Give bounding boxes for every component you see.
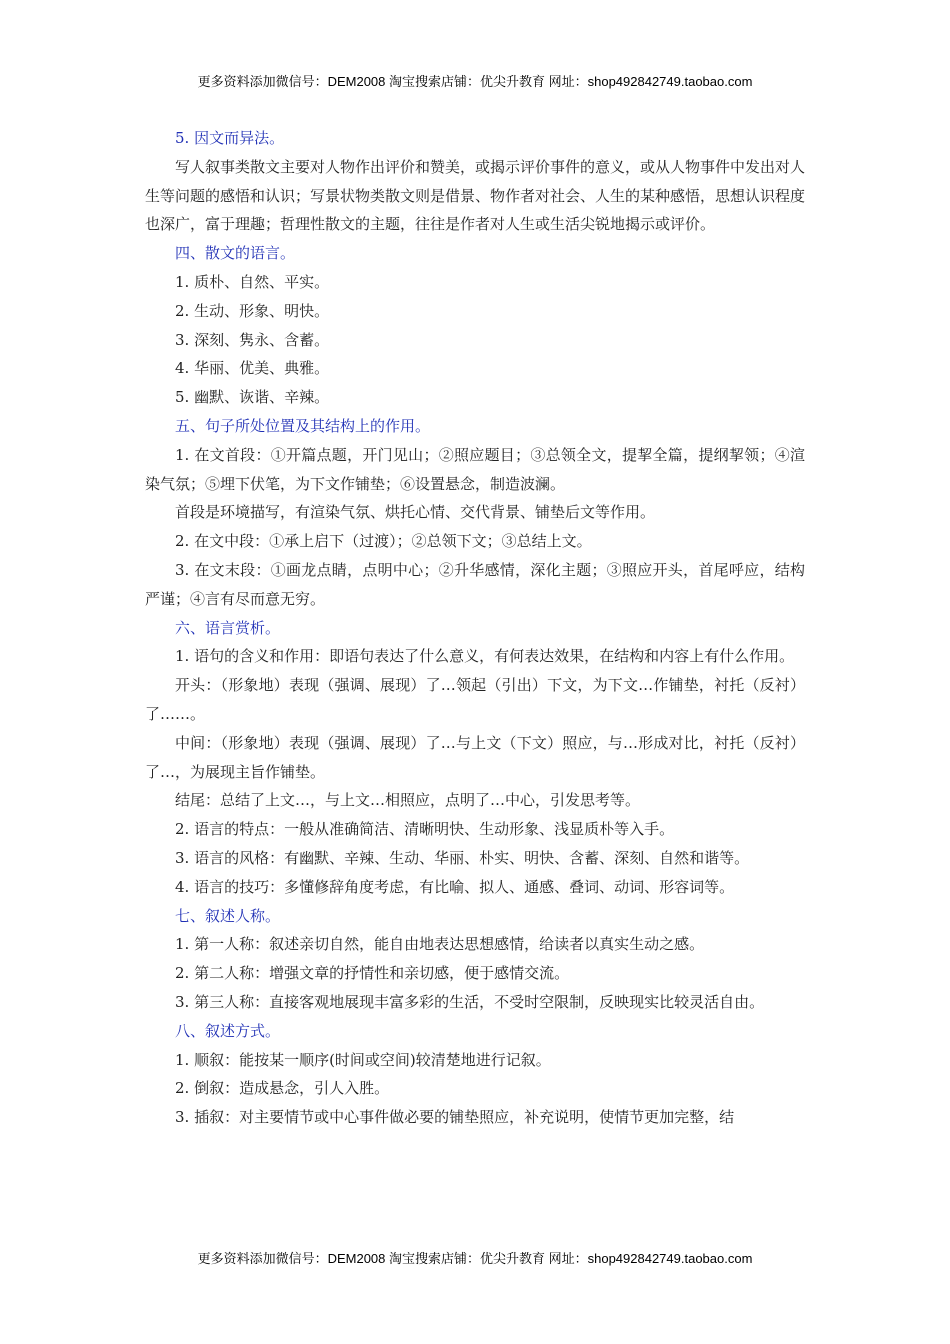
paragraph: 2. 生动、形象、明快。 xyxy=(175,301,330,320)
paragraph: 2. 倒叙：造成悬念，引人入胜。 xyxy=(175,1079,390,1098)
paragraph: 4. 语言的技巧：多懂修辞角度考虑，有比喻、拟人、通感、叠词、动词、形容词等。 xyxy=(175,877,735,896)
paragraph: 3. 深刻、隽永、含蓄。 xyxy=(175,330,330,349)
section-heading: 六、语言赏析。 xyxy=(175,618,281,637)
paragraph: 3. 语言的风格：有幽默、辛辣、生动、华丽、朴实、明快、含蓄、深刻、自然和谐等。 xyxy=(175,848,750,867)
paragraph: 2. 语言的特点：一般从准确简洁、清晰明快、生动形象、浅显质朴等入手。 xyxy=(175,820,675,839)
page-header: 更多资料添加微信号：DEM2008 淘宝搜索店铺：优尖升教育 网址：shop492842749.taobao.com xyxy=(197,74,753,89)
paragraph: 开头：（形象地）表现（强调、展现）了…领起（引出）下文，为下文…作铺垫，衬托（反衬）了……。 xyxy=(145,676,805,723)
paragraph: 中间：（形象地）表现（强调、展现）了…与上文（下文）照应，与…形成对比，衬托（反衬）了…，为展现主旨作铺垫。 xyxy=(145,733,805,781)
section-heading: 八、叙述方式。 xyxy=(175,1021,281,1040)
paragraph: 1. 顺叙：能按某一顺序(时间或空间)较清楚地进行记叙。 xyxy=(175,1050,551,1069)
paragraph: 2. 在文中段：①承上启下（过渡）；②总领下文；③总结上文。 xyxy=(175,532,592,551)
paragraph: 1. 第一人称：叙述亲切自然，能自由地表达思想感情，给读者以真实生动之感。 xyxy=(175,935,705,954)
paragraph: 3. 插叙：对主要情节或中心事件做必要的铺垫照应，补充说明，使情节更加完整，结 xyxy=(175,1108,735,1127)
paragraph: 1. 质朴、自然、平实。 xyxy=(175,272,330,291)
paragraph: 结尾：总结了上文…，与上文…相照应，点明了…中心，引发思考等。 xyxy=(175,791,641,810)
section-heading: 五、句子所处位置及其结构上的作用。 xyxy=(175,416,431,435)
paragraph: 3. 第三人称：直接客观地展现丰富多彩的生活，不受时空限制，反映现实比较灵活自由。 xyxy=(175,992,765,1011)
paragraph: 1. 语句的含义和作用：即语句表达了什么意义，有何表达效果，在结构和内容上有什么作用。 xyxy=(175,647,795,666)
section-heading: 七、叙述人称。 xyxy=(175,906,281,925)
paragraph: 2. 第二人称：增强文章的抒情性和亲切感，便于感情交流。 xyxy=(175,964,570,983)
paragraph: 写人叙事类散文主要对人物作出评价和赞美，或揭示评价事件的意义，或从人物事件中发出对人生等问题的感悟和认识；写景状物类散文则是借景、物作者对社会、人生的某种感悟，思想认识程度也深广，富于理趣；哲理性散文的主题，往往是作者对人生或生活尖锐地揭示或评价。 xyxy=(145,157,806,234)
section-heading: 四、散文的语言。 xyxy=(175,244,296,263)
page-footer: 更多资料添加微信号：DEM2008 淘宝搜索店铺：优尖升教育 网址：shop492842749.taobao.com xyxy=(197,1251,753,1266)
section-heading: 5. 因文而异法。 xyxy=(175,129,285,147)
paragraph: 首段是环境描写，有渲染气氛、烘托心情、交代背景、铺垫后文等作用。 xyxy=(175,503,656,522)
document-body xyxy=(145,124,805,1132)
paragraph: 3. 在文末段：①画龙点睛，点明中心；②升华感情，深化主题；③照应开头，首尾呼应，结构严谨；④言有尽而意无穷。 xyxy=(145,560,805,608)
paragraph: 4. 华丽、优美、典雅。 xyxy=(175,359,330,378)
paragraph: 1. 在文首段：①开篇点题，开门见山；②照应题目；③总领全文，提挈全篇，提纲挈领；④渲染气氛；⑤埋下伏笔，为下文作铺垫；⑥设置悬念，制造波澜。 xyxy=(145,445,805,493)
paragraph: 5. 幽默、诙谐、辛辣。 xyxy=(175,388,330,407)
